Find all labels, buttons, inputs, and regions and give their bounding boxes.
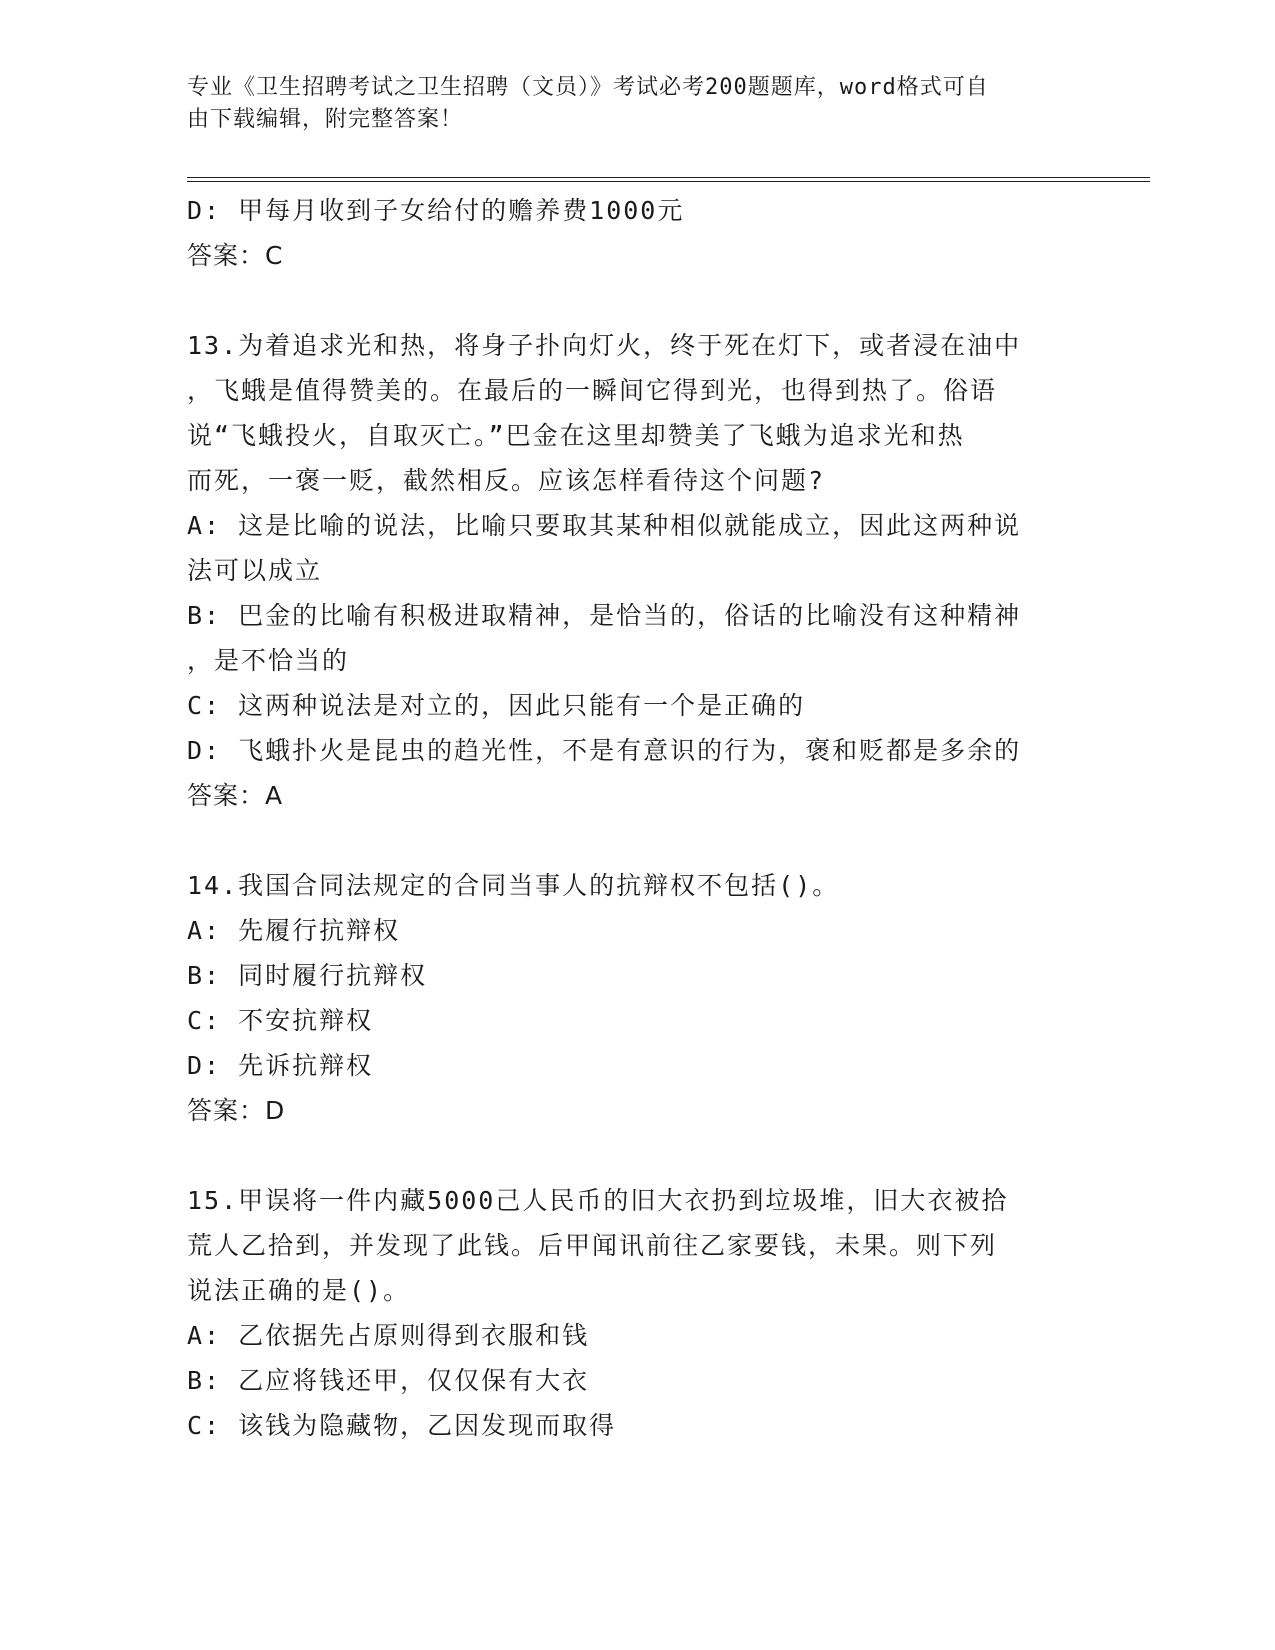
option-c: C: 这两种说法是对立的，因此只能有一个是正确的 (187, 691, 806, 720)
document-header (187, 72, 1067, 136)
question-stem: 14.我国合同法规定的合同当事人的抗辩权不包括()。 (187, 871, 840, 900)
question-14 (187, 863, 1067, 1133)
question-12 (187, 188, 1067, 278)
option-a: A: 这是比喻的说法，比喻只要取其某种相似就能成立，因此这两种说 (187, 511, 1022, 540)
option-b: ，是不恰当的 (187, 646, 350, 675)
document-body (187, 188, 1067, 1448)
question-stem: 说“飞蛾投火，自取灭亡。”巴金在这里却赞美了飞蛾为追求光和热 (187, 421, 965, 450)
question-stem: ，飞蛾是值得赞美的。在最后的一瞬间它得到光，也得到热了。俗语 (187, 376, 998, 405)
header-divider (187, 177, 1150, 182)
option-d: D: 先诉抗辩权 (187, 1051, 374, 1080)
option-b: B: 乙应将钱还甲，仅仅保有大衣 (187, 1366, 590, 1395)
question-13 (187, 323, 1067, 818)
option-b: B: 同时履行抗辩权 (187, 961, 428, 990)
option-a: A: 乙依据先占原则得到衣服和钱 (187, 1321, 590, 1350)
answer: 答案：D (187, 1096, 286, 1125)
option-b: B: 巴金的比喻有积极进取精神，是恰当的，俗话的比喻没有这种精神 (187, 601, 1022, 630)
header-line: 专业《卫生招聘考试之卫生招聘（文员）》考试必考200题题库，word格式可自 (187, 75, 989, 100)
question-stem: 而死，一褒一贬，截然相反。应该怎样看待这个问题? (187, 466, 826, 495)
option-a: A: 先履行抗辩权 (187, 916, 401, 945)
question-stem: 说法正确的是()。 (187, 1276, 411, 1305)
question-15 (187, 1178, 1067, 1448)
question-stem: 荒人乙拾到，并发现了此钱。后甲闻讯前往乙家要钱，未果。则下列 (187, 1231, 998, 1260)
option-d: D: 飞蛾扑火是昆虫的趋光性，不是有意识的行为，褒和贬都是多余的 (187, 736, 1022, 765)
option-c: C: 不安抗辩权 (187, 1006, 374, 1035)
question-stem: 13.为着追求光和热，将身子扑向灯火，终于死在灯下，或者浸在油中 (187, 331, 1022, 360)
question-stem: 15.甲误将一件内藏5000己人民币的旧大衣扔到垃圾堆，旧大衣被拾 (187, 1186, 1009, 1215)
option-a: 法可以成立 (187, 556, 323, 585)
answer: 答案：C (187, 241, 284, 270)
option-d: D: 甲每月收到子女给付的赡养费1000元 (187, 196, 685, 225)
header-line: 由下载编辑，附完整答案！ (187, 107, 464, 132)
option-c: C: 该钱为隐藏物，乙因发现而取得 (187, 1411, 617, 1440)
answer: 答案：A (187, 781, 284, 810)
